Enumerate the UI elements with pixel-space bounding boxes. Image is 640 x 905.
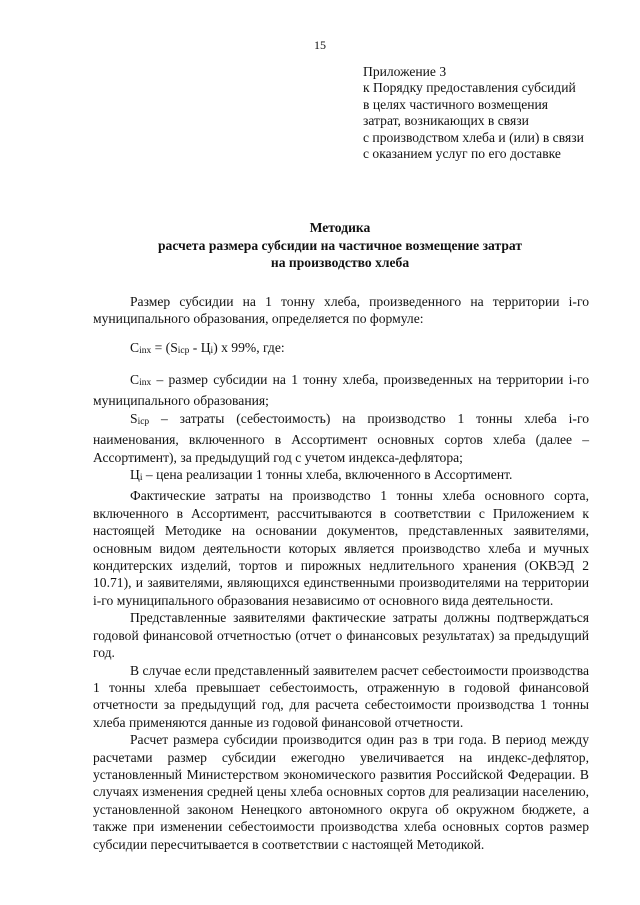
definition-ts: [93, 466, 589, 487]
def-c-subscript: inx: [139, 378, 152, 388]
def-ts-text: – цена реализации 1 тонны хлеба, включенного в Ассортимент.: [142, 467, 513, 483]
definition-c: [93, 371, 589, 410]
formula-ts-subscript: i: [210, 346, 214, 356]
formula-c-symbol: C: [130, 340, 140, 355]
def-ts-subscript: i: [139, 473, 143, 484]
paragraph-reporting: Представленные заявителями фактические затраты должны подтверждаться годовой финансовой отчетностью (отчет о финансовых результатах) за предыдущий год.: [93, 610, 589, 661]
def-s-symbol: S: [130, 410, 138, 426]
title-line: расчета размера субсидии на частичное возмещение затрат: [157, 237, 523, 253]
page-number: 15: [314, 38, 326, 52]
formula-minus: - Ц: [189, 340, 211, 355]
def-c-symbol: C: [130, 372, 140, 387]
paragraph-excess-cost: В случае если представленный заявителем расчет себестоимости производства 1 тонны хлеба превышает себестоимость, отраженную в годовой финансовой отчетности за предыдущий год, для расчета себестоимости производства 1 тонны хлеба применяются данные из годовой финансовой отчетности.: [93, 662, 589, 730]
document-title: [90, 219, 590, 272]
def-ts-symbol: Ц: [130, 467, 140, 483]
subsidy-formula: [130, 340, 285, 356]
intro-paragraph: Размер субсидии на 1 тонну хлеба, произведенного на территории i-го муниципального образования, определяется по формуле:: [93, 294, 589, 327]
def-s-subscript: icp: [137, 416, 150, 427]
formula-c-subscript: inx: [139, 346, 152, 356]
formula-s-subscript: icp: [177, 346, 190, 356]
title-line: Методика: [309, 220, 371, 235]
formula-middle: = (S: [151, 340, 178, 355]
formula-tail: ) x 99%, где:: [213, 340, 285, 355]
appendix-line: к Порядку предоставления субсидий: [363, 80, 576, 96]
intro-block: [93, 293, 589, 328]
main-body: [93, 371, 589, 853]
definition-s: [93, 410, 589, 466]
appendix-line: с производством хлеба и (или) в связи: [363, 129, 584, 145]
paragraph-actual-costs: Фактические затраты на производство 1 тонны хлеба основного сорта, включенного в Ассортимент, рассчитываются в соответствии с Приложением к настоящей Методике на основании документов, представленных заявителями, основным видом деятельности которых является производство хлеба и мучных кондитерских изделий, тортов и пирожных недлительного хранения (ОКВЭД 2 10.71), и заявителями, являющихся единственными производителями на территории i-го муниципального образования независимо от основного вида деятельности.: [93, 488, 589, 608]
appendix-header: [363, 64, 633, 162]
def-c-text: – размер субсидии на 1 тонну хлеба, произведенных на территории i-го муниципального образования;: [93, 372, 589, 409]
paragraph-recalculation: Расчет размера субсидии производится один раз в три года. В период между расчетами размер субсидии ежегодно увеличивается на индекс-дефлятор, установленный Министерством экономического развития Российской Федерации. В случаях изменения средней цены хлеба основных сортов для реализации населению, установленной законом Ненецкого автономного округа об окружном бюджете, а также при изменении себестоимости производства хлеба основных сортов размер субсидии пересчитывается в соответствии с настоящей Методикой.: [93, 732, 589, 852]
appendix-line: с оказанием услуг по его доставке: [363, 146, 561, 162]
title-line: на производство хлеба: [270, 255, 410, 270]
appendix-line: затрат, возникающих в связи: [363, 113, 529, 129]
def-s-text: – затраты (себестоимость) на производство 1 тонны хлеба i-го наименования, включенного в Ассортимент основных сортов хлеба (далее – Ассортимент), за предыдущий год с учетом индекса-дефлятора;: [93, 410, 589, 465]
appendix-line: Приложение 3: [363, 64, 447, 79]
appendix-line: в целях частичного возмещения: [363, 96, 549, 112]
